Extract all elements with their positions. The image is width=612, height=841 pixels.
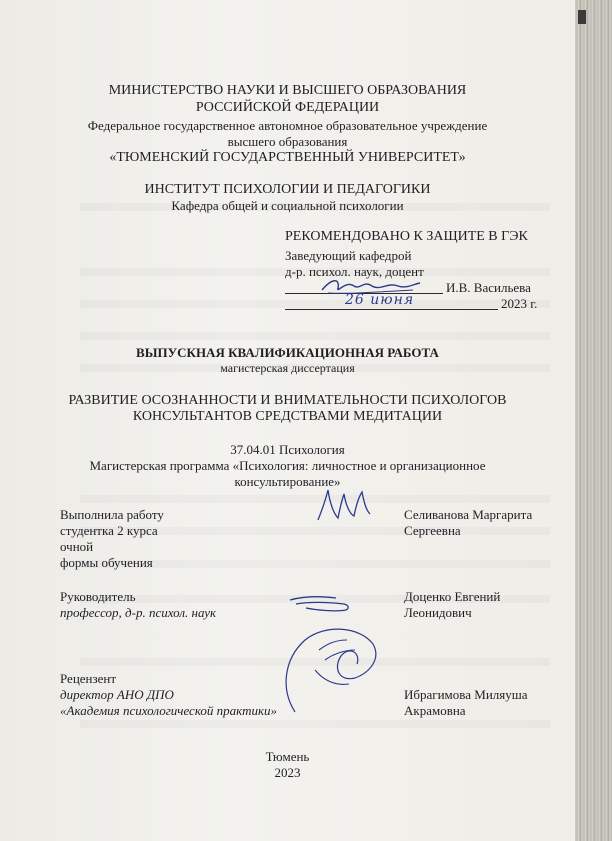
- bleed-through: [80, 300, 550, 308]
- supervisor-title: профессор, д-р. психол. наук: [60, 605, 217, 620]
- reviewer-signature: [275, 620, 385, 720]
- approval-position: Заведующий кафедрой: [285, 248, 412, 263]
- university-name: «ТЮМЕНСКИЙ ГОСУДАРСТВЕННЫЙ УНИВЕРСИТЕТ»: [109, 150, 466, 165]
- approval-name: И.В. Васильева: [446, 280, 531, 295]
- institution-line-1: Федеральное государственное автономное образовательное учреждение: [87, 118, 488, 133]
- specialty-code: 37.04.01 Психология: [230, 442, 345, 457]
- work-title-line-1: РАЗВИТИЕ ОСОЗНАННОСТИ И ВНИМАТЕЛЬНОСТИ ПСИХОЛОГОВ: [68, 393, 507, 408]
- author-label-3: очной: [60, 539, 94, 554]
- approval-title: РЕКОМЕНДОВАНО К ЗАЩИТЕ В ГЭК: [285, 229, 528, 244]
- work-title-line-2: КОНСУЛЬТАНТОВ СРЕДСТВАМИ МЕДИТАЦИИ: [132, 409, 443, 424]
- author-name-2: Сергеевна: [404, 523, 461, 538]
- department-name: Кафедра общей и социальной психологии: [171, 198, 404, 213]
- bleed-through: [80, 332, 550, 340]
- binding-clip: [578, 10, 586, 24]
- ministry-line-2: РОССИЙСКОЙ ФЕДЕРАЦИИ: [195, 100, 380, 115]
- reviewer-label: Рецензент: [60, 671, 117, 686]
- institute-name: ИНСТИТУТ ПСИХОЛОГИИ И ПЕДАГОГИКИ: [144, 182, 431, 197]
- reviewer-title-2: «Академия психологической практики»: [60, 703, 278, 718]
- work-subtype: магистерская диссертация: [220, 361, 355, 375]
- supervisor-label: Руководитель: [60, 589, 136, 604]
- supervisor-name-2: Леонидович: [404, 605, 472, 620]
- supervisor-name-1: Доценко Евгений: [404, 589, 501, 604]
- approval-degree: д-р. психол. наук, доцент: [285, 264, 424, 279]
- institution-line-2: высшего образования: [227, 134, 348, 149]
- book-binding-edge: [575, 0, 612, 841]
- city: Тюмень: [265, 749, 310, 764]
- author-label-1: Выполнила работу: [60, 507, 164, 522]
- supervisor-signature: [286, 590, 356, 614]
- approval-year: 2023 г.: [501, 296, 538, 311]
- ministry-line-1: МИНИСТЕРСТВО НАУКИ И ВЫСШЕГО ОБРАЗОВАНИЯ: [108, 83, 467, 98]
- year: 2023: [274, 765, 301, 780]
- reviewer-name-1: Ибрагимова Миляуша: [404, 687, 528, 702]
- author-label-4: формы обучения: [60, 555, 153, 570]
- work-type: ВЫПУСКНАЯ КВАЛИФИКАЦИОННАЯ РАБОТА: [136, 345, 439, 360]
- program-line-2: консультирование»: [234, 474, 341, 489]
- bleed-through: [80, 720, 550, 728]
- reviewer-name-2: Акрамовна: [404, 703, 466, 718]
- author-name-1: Селиванова Маргарита: [404, 507, 533, 522]
- program-line-1: Магистерская программа «Психология: личностное и организационное: [89, 458, 486, 473]
- author-signature: [312, 484, 374, 526]
- author-label-2: студентка 2 курса: [60, 523, 158, 538]
- reviewer-title-1: директор АНО ДПО: [60, 687, 174, 702]
- handwritten-date: 26 июня: [345, 292, 415, 308]
- date-line: [285, 309, 498, 310]
